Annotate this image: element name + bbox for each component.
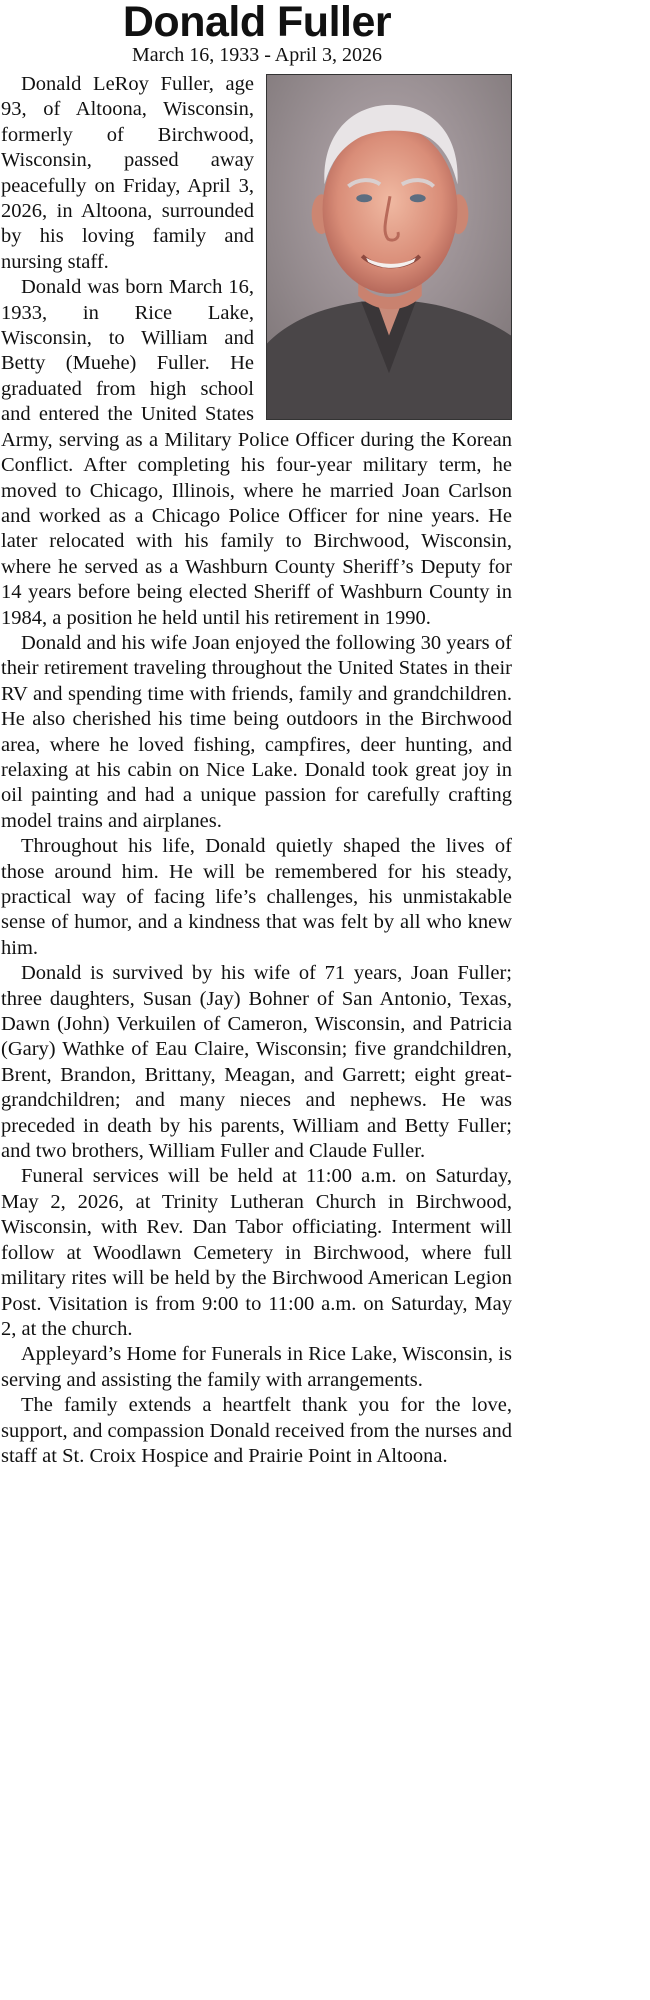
obituary-name: Donald Fuller (122, 0, 392, 46)
paragraph-survivors: Donald is survived by his wife of 71 years, Joan Fuller; three daughters, Susan (Jay) Bohner of San Antonio, Texas, Dawn (John) Verkuilen of Cameron, Wisconsin, and Patricia (Gary) Wathke of Eau Claire, Wisconsin; five grandchildren, Brent, Brandon, Brittany, Meagan, and Garrett; eight great-grandchildren; and many nieces and nephews. He was preceded in death by his parents, William and Betty Fuller; and two brothers, William Fuller and Claude Fuller. (1, 962, 512, 1163)
obituary-dates: March 16, 1933 - April 3, 2026 (132, 44, 382, 66)
portrait-photo-icon (267, 75, 511, 419)
paragraph-thanks: The family extends a heartfelt thank you for the love, support, and compassion Donald received from the nurses and staff at St. Croix Hospice and Prairie Point in Altoona. (1, 1394, 512, 1467)
portrait-photo (266, 74, 512, 420)
paragraph-retirement: Donald and his wife Joan enjoyed the following 30 years of their retirement traveling throughout the United States in their RV and spending time with friends, family and grandchildren. He also cherished his time being outdoors in the Birchwood area, where he loved fishing, campfires, deer hunting, and relaxing at his cabin on Nice Lake. Donald took great joy in oil painting and had a unique passion for carefully crafting model trains and airplanes. (1, 631, 512, 832)
paragraph-arrangements: Appleyard’s Home for Funerals in Rice Lake, Wisconsin, is serving and assisting the family with arrangements. (1, 1343, 512, 1391)
paragraph-intro: Donald LeRoy Fuller, age 93, of Altoona, Wisconsin, formerly of Birchwood, Wisconsin, passed away peacefully on Friday, April 3, 2026, in Altoona, surrounded by his loving family and nursing staff. (1, 73, 254, 273)
paragraph-early-life: Donald was born March 16, 1933, in Rice Lake, Wisconsin, to William and Betty (Muehe) Fuller. He graduated from high school and entered the United States Army, serving as a Military Police Officer during the Korean Conflict. After completing his four-year military term, he moved to Chicago, Illinois, where he married Joan Carlson and worked as a Chicago Police Officer for nine years. He later relocated with his family to Birchwood, Wisconsin, where he served as a Washburn County Sheriff’s Deputy for 14 years before being elected Sheriff of Washburn County in 1984, a position he held until his retirement in 1990. (1, 276, 512, 629)
paragraph-services: Funeral services will be held at 11:00 a.m. on Saturday, May 2, 2026, at Trinity Lutheran Church in Birchwood, Wisconsin, with Rev. Dan Tabor officiating. Interment will follow at Woodlawn Cemetery in Birchwood, where full military rites will be held by the Birchwood American Legion Post. Visitation is from 9:00 to 11:00 a.m. on Saturday, May 2, at the church. (1, 1165, 512, 1340)
obituary-body (0, 72, 514, 1469)
paragraph-remembrance: Throughout his life, Donald quietly shaped the lives of those around him. He will be remembered for his steady, practical way of facing life’s challenges, his unmistakable sense of humor, and a kindness that was felt by all who knew him. (1, 835, 512, 959)
